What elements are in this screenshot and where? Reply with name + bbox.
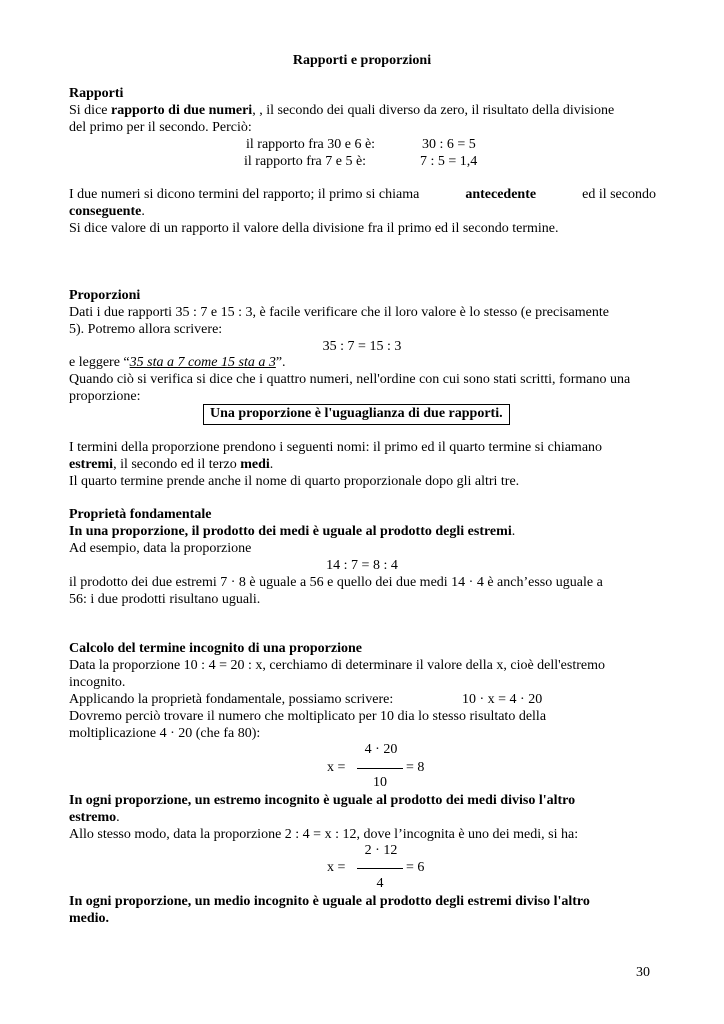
- section-heading-calcolo: Calcolo del termine incognito di una proporzione: [69, 641, 362, 656]
- boxed-definition: Una proporzione è l'uguaglianza di due rapporti.: [203, 404, 510, 425]
- fraction-lhs: x =: [327, 760, 346, 775]
- text-run: e leggere “: [69, 355, 130, 370]
- calcolo-product-equation: 10 · x = 4 · 20: [462, 692, 543, 707]
- term-rapporto: rapporto di due numeri: [111, 103, 253, 118]
- fraction-lhs: x =: [327, 860, 346, 875]
- page-title: Rapporti e proporzioni: [292, 53, 432, 68]
- proporzioni-terms-line: [69, 457, 273, 473]
- text-run: , il secondo ed il terzo: [113, 457, 241, 472]
- fraction-denominator: 10: [373, 775, 387, 790]
- text-run: , , il secondo dei quali diverso da zero, il risultato della divisione: [252, 103, 615, 118]
- text-run: Si dice: [69, 103, 111, 118]
- rapporti-terms-line: [69, 187, 656, 203]
- proporzioni-equation: 35 : 7 = 15 : 3: [322, 339, 402, 354]
- page-number: 30: [636, 965, 650, 980]
- calcolo-paragraph-line: moltiplicazione 4 · 20 (che fa 80):: [69, 726, 261, 741]
- calcolo-paragraph-line: Dovremo perciò trovare il numero che moltiplicato per 10 dia lo stesso risultato della: [69, 709, 547, 724]
- section-heading-rapporti: Rapporti: [69, 86, 124, 101]
- section-heading-proporzioni: Proporzioni: [69, 288, 141, 303]
- rule-text: In una proporzione, il prodotto dei medi è uguale al prodotto degli estremi: [69, 524, 512, 539]
- fraction-bar: [357, 868, 403, 869]
- proporzioni-reading-line: [69, 355, 286, 371]
- proprieta-paragraph-line: 56: i due prodotti risultano uguali.: [69, 592, 261, 607]
- section-heading-proprieta: Proprietà fondamentale: [69, 507, 212, 522]
- rapporti-paragraph-line: del primo per il secondo. Perciò:: [69, 120, 252, 135]
- proprieta-intro: Ad esempio, data la proporzione: [69, 541, 252, 556]
- example-label: il rapporto fra 30 e 6 è:: [246, 137, 376, 152]
- rule-estremo-incognito: [69, 810, 120, 826]
- proporzioni-terms-line: I termini della proporzione prendono i seguenti nomi: il primo ed il quarto termine si chiamano: [69, 440, 603, 455]
- rule-estremo-incognito: In ogni proporzione, un estremo incognito è uguale al prodotto dei medi diviso l'altro: [69, 793, 576, 808]
- proprieta-equation: 14 : 7 = 8 : 4: [326, 558, 398, 573]
- text-run: ”.: [275, 355, 286, 370]
- term-conseguente: conseguente: [69, 204, 142, 219]
- example-value: 30 : 6 = 5: [422, 137, 476, 152]
- fraction-bar: [357, 768, 403, 769]
- rapporti-paragraph-line: [69, 103, 614, 119]
- term-medi: medi: [240, 457, 270, 472]
- rule-medio-incognito: In ogni proporzione, un medio incognito è uguale al prodotto degli estremi diviso l'altro: [69, 894, 590, 909]
- text-run: .: [269, 457, 274, 472]
- fraction-numerator: 4 · 20: [364, 742, 398, 757]
- quarto-proporzionale-line: Il quarto termine prende anche il nome di quarto proporzionale dopo gli altri tre.: [69, 474, 520, 489]
- text-run: ed il secondo: [582, 187, 656, 202]
- proprieta-paragraph-line: il prodotto dei due estremi 7 · 8 è uguale a 56 e quello dei due medi 14 · 4 è anch’esso uguale a: [69, 575, 603, 590]
- fraction-rhs: = 8: [406, 760, 425, 775]
- proportion-reading: 35 sta a 7 come 15 sta a 3: [129, 355, 276, 370]
- term-estremi: estremi: [69, 457, 114, 472]
- calcolo-paragraph-line: Allo stesso modo, data la proporzione 2 : 4 = x : 12, dove l’incognita è uno dei medi, si ha:: [69, 827, 579, 842]
- rule-text: estremo: [69, 810, 117, 825]
- example-label: il rapporto fra 7 e 5 è:: [244, 154, 367, 169]
- proporzioni-paragraph-line: Quando ciò si verifica si dice che i quattro numeri, nell'ordine con cui sono stati scritti, formano una: [69, 372, 631, 387]
- text-run: .: [141, 204, 145, 219]
- text-run: I due numeri si dicono termini del rapporto; il primo si chiama: [69, 187, 420, 202]
- rapporti-value-definition: Si dice valore di un rapporto il valore della divisione fra il primo ed il secondo termine.: [69, 221, 559, 236]
- text-run: .: [116, 810, 120, 825]
- rapporti-terms-line: [69, 204, 145, 220]
- fraction-numerator: 2 · 12: [364, 843, 398, 858]
- text-run: .: [511, 524, 516, 539]
- calcolo-paragraph-line: Applicando la proprietà fondamentale, possiamo scrivere:: [69, 692, 394, 707]
- proporzioni-paragraph-line: 5). Potremo allora scrivere:: [69, 322, 223, 337]
- term-antecedente: antecedente: [465, 187, 537, 202]
- fraction-rhs: = 6: [406, 860, 425, 875]
- rule-medio-incognito: medio.: [69, 911, 110, 926]
- fraction-denominator: 4: [376, 876, 384, 891]
- proporzioni-paragraph-line: proporzione:: [69, 389, 141, 404]
- example-value: 7 : 5 = 1,4: [420, 154, 478, 169]
- proporzioni-paragraph-line: Dati i due rapporti 35 : 7 e 15 : 3, è facile verificare che il loro valore è lo stesso (e precisamente: [69, 305, 609, 320]
- proprieta-rule: [69, 524, 515, 540]
- calcolo-paragraph-line: incognito.: [69, 675, 126, 690]
- calcolo-paragraph-line: Data la proporzione 10 : 4 = 20 : x, cerchiamo di determinare il valore della x, cioè dell'estremo: [69, 658, 605, 673]
